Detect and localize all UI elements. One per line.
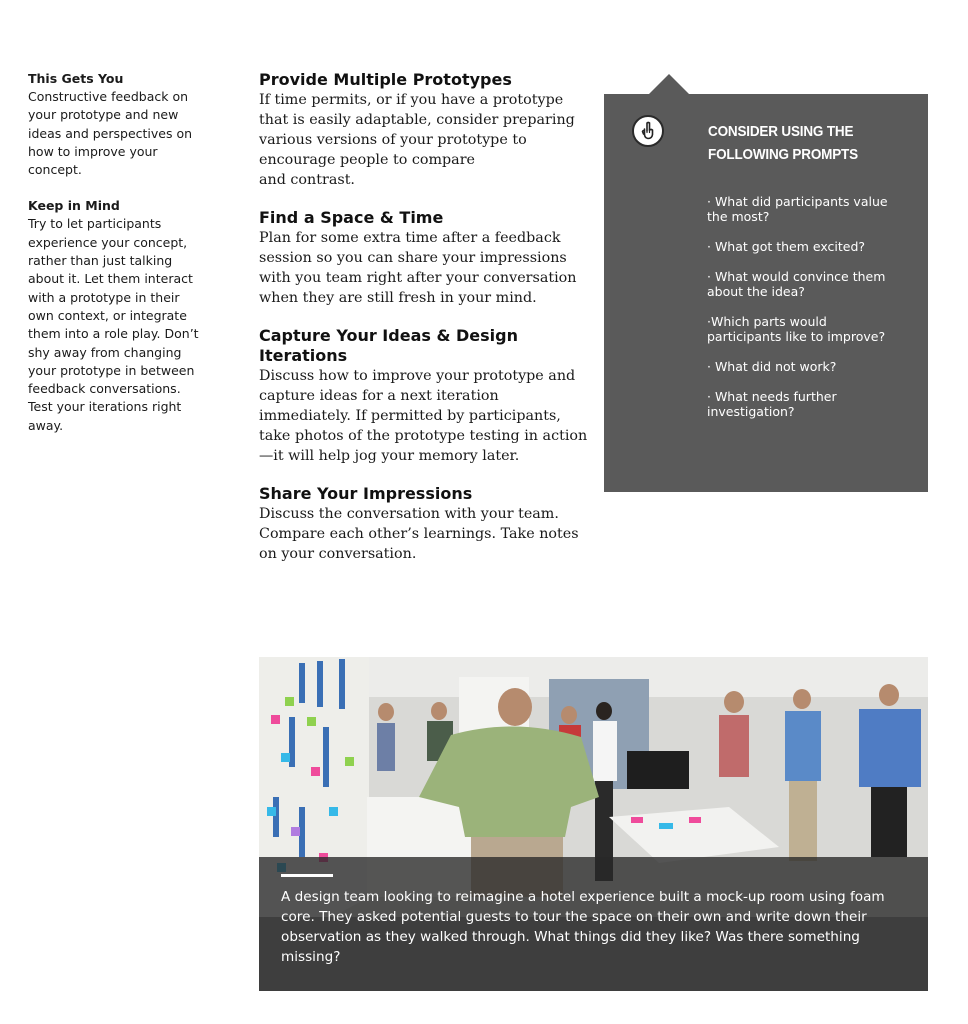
prompt-item: ·Which parts would participants like to improve? <box>707 314 886 344</box>
caption-rule <box>281 874 333 877</box>
section-heading: Provide Multiple Prototypes <box>259 70 512 89</box>
keep-in-mind-heading: Keep in Mind <box>28 198 120 214</box>
section-share-impressions <box>259 484 589 564</box>
prompt-list <box>707 194 917 434</box>
hand-pointing-icon-glyph <box>637 120 659 142</box>
prompt-title: CONSIDER USING THE FOLLOWING PROMPTS <box>708 123 858 163</box>
section-multiple-prototypes <box>259 70 589 190</box>
section-text: If time permits, or if you have a prototype that is easily adaptable, consider preparing various versions of your prototype to encourage people to compare and contrast. <box>259 92 575 188</box>
section-heading: Share Your Impressions <box>259 484 473 503</box>
sidebar <box>28 70 200 453</box>
photo-caption: A design team looking to reimagine a hotel experience built a mock-up room using foam core. They asked potential guests to tour the space on their own and write down their observation as they walked through. What things did they like? Was there something missing? <box>281 889 885 965</box>
section-heading: Capture Your Ideas & Design Iterations <box>259 326 518 365</box>
prompt-item: · What got them excited? <box>707 239 866 254</box>
prompt-item: · What needs further investigation? <box>707 389 837 419</box>
prompt-item: · What did participants value the most? <box>707 194 888 224</box>
prompt-box-notch <box>648 74 690 95</box>
photo-caption-overlay <box>259 857 928 991</box>
section-text: Plan for some extra time after a feedback session so you can share your impressions with you team right after your conversation when they are still fresh in your mind. <box>259 230 577 306</box>
keep-in-mind-text: Try to let participants experience your concept, rather than just talking about it. Let them interact with a prototype in their own context, or integrate them into a role play. Don’t shy away from changing your prototype in between feedback conversations. Test your iterations right away. <box>28 216 199 433</box>
section-heading: Find a Space & Time <box>259 208 444 227</box>
main-column <box>259 70 589 582</box>
section-space-time <box>259 208 589 308</box>
hand-pointing-icon <box>632 115 664 147</box>
prompt-item: · What would convince them about the idea? <box>707 269 886 299</box>
section-capture-ideas <box>259 326 589 466</box>
keep-in-mind-block <box>28 197 200 435</box>
section-text: Discuss how to improve your prototype and capture ideas for a next iteration immediately. If permitted by participants, take photos of the prototype testing in action—it will help jog your memory later. <box>259 368 588 464</box>
prompt-item: · What did not work? <box>707 359 837 374</box>
this-gets-you-heading: This Gets You <box>28 71 124 86</box>
this-gets-you-text: Constructive feedback on your prototype and new ideas and perspectives on how to improve your concept. <box>28 89 193 178</box>
section-text: Discuss the conversation with your team. Compare each other’s learnings. Take notes on your conversation. <box>259 506 579 562</box>
this-gets-you-block <box>28 70 200 179</box>
team-photo <box>259 657 928 991</box>
